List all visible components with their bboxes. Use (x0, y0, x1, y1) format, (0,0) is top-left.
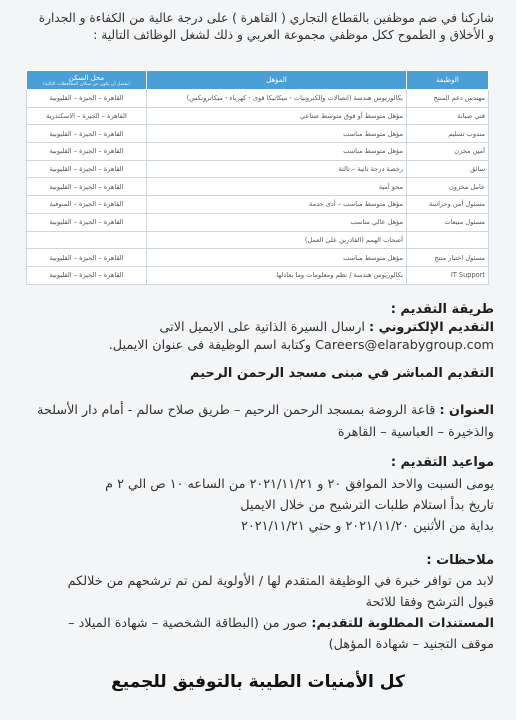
table-row (27, 196, 489, 214)
header-location-label: محل السكن (68, 73, 105, 82)
header-job: الوظيفة (407, 71, 489, 90)
location-cell: القاهرة – الجيزة – القليوبية (27, 143, 147, 161)
table-header-row (27, 71, 489, 90)
location-cell: القاهرة – الجيزة – الاسكندرية (27, 107, 147, 125)
table-row (27, 266, 489, 284)
table-row (27, 90, 489, 108)
job-cell: مندوب تسليم (407, 125, 489, 143)
documents-text: صور من (البطاقة الشخصية – شهادة الميلاد – (68, 616, 308, 631)
table-row (27, 213, 489, 231)
qualification-cell: مؤهل متوسط مناسب (147, 249, 407, 267)
documents-line (14, 613, 494, 634)
qualification-cell: بكالوريوس هندسة / نظم ومعلومات وما يعادلها (147, 266, 407, 284)
address-line (14, 400, 494, 422)
apply-heading: طريقة التقديم : (390, 302, 494, 317)
qualification-cell: مؤهل عالي مناسب (147, 213, 407, 231)
job-cell: عامل مخزون (407, 178, 489, 196)
job-cell: IT Support (407, 266, 489, 284)
intro-line: و الأخلاق و الطموح ككل موظفي مجموعة العربي و ذلك لشغل الوظائف التالية : (93, 28, 494, 42)
address-label: العنوان : (439, 403, 494, 418)
intro-line: شاركنا في ضم موظفين بالقطاع التجاري ( القاهرة ) على درجة عالية من الكفاءة و الجدارة (38, 11, 494, 25)
location-cell (27, 231, 147, 249)
dates-line: تاريخ بدأ استلام طلبات الترشيح من خلال الايميل (240, 498, 494, 513)
qualification-cell: مؤهل متوسط مناسب – أدى خدمة (147, 196, 407, 214)
location-cell: القاهرة – الجيزة – القليوبية (27, 213, 147, 231)
direct-apply-heading: التقديم المباشر في مبنى مسجد الرحمن الرحيم (190, 366, 494, 381)
qualification-cell: مؤهل متوسط مناسب (147, 143, 407, 161)
table-row (27, 178, 489, 196)
dates-line: يومى السبت والاحد الموافق ٢٠ و ٢٠٢١/١١/٢١ من الساعه ١٠ ص الي ٢ م (105, 477, 494, 492)
notes-line: قبول الترشح وفقا للائحة (365, 595, 494, 610)
table-row (27, 160, 489, 178)
job-cell: مسئول مبيعات (407, 213, 489, 231)
qualification-cell: مؤهل متوسط مناسب (147, 125, 407, 143)
job-cell: فني صيانة (407, 107, 489, 125)
table-row (27, 231, 489, 249)
apply-online-text: ارسال السيرة الذاتية على الايميل الاتى (159, 320, 365, 335)
table-row (27, 107, 489, 125)
intro-paragraph (14, 10, 494, 44)
location-cell: القاهرة – الجيزة – القليوبية (27, 266, 147, 284)
job-cell: مسئول اختبار منتج (407, 249, 489, 267)
location-cell: القاهرة – الجيزة – القليوبية (27, 160, 147, 178)
dates-section (14, 452, 494, 537)
job-cell: مسئول أمن وحراسة (407, 196, 489, 214)
closing-message: كل الأمنيات الطيبة بالتوفيق للجميع (111, 672, 405, 692)
careers-email-link[interactable]: Careers@elarabygroup.com (315, 338, 494, 353)
header-qualification: المؤهل (147, 71, 407, 90)
documents-label: المستندات المطلوبة للتقديم: (311, 616, 494, 631)
qualification-cell: محو أمية (147, 178, 407, 196)
apply-email-note: وكتابة اسم الوظيفة فى عنوان الايميل. (108, 338, 312, 353)
location-cell: القاهرة – الجيزة – القليوبية (27, 178, 147, 196)
job-cell (407, 231, 489, 249)
jobs-table-body (27, 90, 489, 285)
dates-heading: مواعيد التقديم : (390, 455, 494, 470)
location-cell: القاهرة – الجيزة – القليوبية (27, 125, 147, 143)
notes-section (14, 550, 494, 655)
notes-line: لابد من توافر خبرة في الوظيفة المتقدم لها / الأولوية لمن تم ترشحهم من خلالكم (67, 574, 494, 589)
address-text: قاعة الروضة بمسجد الرحمن الرحيم – طريق صلاح سالم - أمام دار الأسلحة (37, 403, 436, 418)
header-location-note: (يفضل أن يكون من سكان المحافظات التالية) (43, 81, 130, 87)
location-cell: القاهرة – الجيزة – القليوبية (27, 90, 147, 108)
table-row (27, 125, 489, 143)
qualification-cell: أصحاب الهمم (القادرين على العمل) (147, 231, 407, 249)
apply-online-label: التقديم الإلكتروني : (369, 320, 494, 335)
header-location (27, 71, 147, 90)
qualification-cell: رخصة درجة ثانية – ثالثة (147, 160, 407, 178)
apply-online-line (14, 320, 494, 335)
notes-heading: ملاحظات : (426, 553, 494, 568)
dates-line: بداية من الأثنين ٢٠٢١/١١/٢٠ و حتي ٢٠٢١/١١/٢١ (240, 519, 494, 534)
job-cell: أمين مخزن (407, 143, 489, 161)
documents-line: موقف التجنيد – شهادة المؤهل) (328, 637, 494, 652)
address-section (14, 400, 494, 444)
apply-section (14, 302, 494, 353)
job-cell: مهندس دعم المنتج (407, 90, 489, 108)
table-row (27, 249, 489, 267)
job-cell: سائق (407, 160, 489, 178)
qualification-cell: مؤهل متوسط أو فوق متوسط صناعي (147, 107, 407, 125)
address-line: والذخيرة – العباسية – القاهرة (337, 425, 494, 440)
apply-email-line (14, 338, 494, 353)
jobs-table (26, 70, 489, 285)
location-cell: القاهرة – الجيزة – القليوبية (27, 249, 147, 267)
location-cell: القاهرة – الجيزة – المنوفية (27, 196, 147, 214)
table-row (27, 143, 489, 161)
qualification-cell: بكالوريوس هندسة (اتصالات وإلكترونيات - ميكانيكا قوى - كهرباء - ميكاترونكس) (147, 90, 407, 108)
